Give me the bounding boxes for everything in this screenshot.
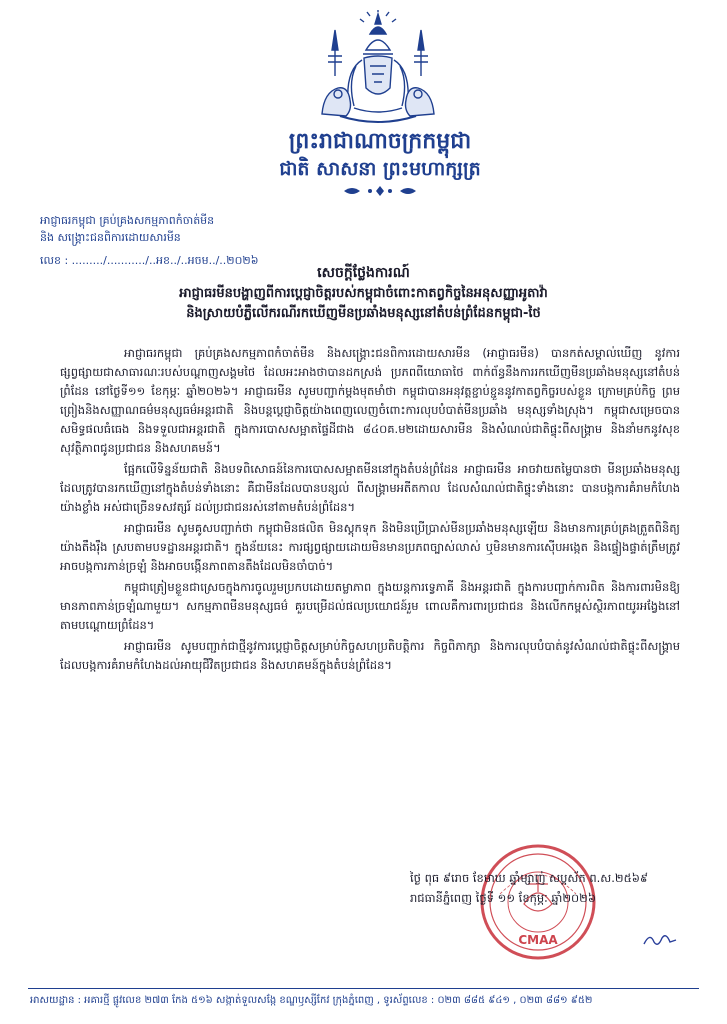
- paragraph-5: អាជ្ញាធរមីន សូមបញ្ជាក់ជាថ្មីនូវការប្តេជ្ញាចិត្តសម្រាប់កិច្ចសហប្រតិបត្តិការ កិច្ចពិភាក្សា និងការលុបបំបាត់នូវសំណល់ជាតិផ្ទុះពីសង្គ្រាម ដែលបង្កការគំរាមកំហែងដល់អាយុជីវិតប្រជាជន និងសហគមន៍ក្នុងតំបន់ព្រំដែន។: [60, 639, 680, 672]
- signature-icon: [640, 930, 680, 950]
- title-line-2: អាជ្ញាធរមីនបង្ហាញពីការប្តេជ្ញាចិត្តរបស់កម្ពុជាចំពោះកាតព្វកិច្ចនៃអនុសញ្ញាអូតាវ៉ា: [179, 286, 548, 301]
- kingdom-motto: ជាតិ សាសនា ព្រះមហាក្សត្រ: [279, 158, 481, 180]
- paragraph-3: អាជ្ញាធរមីន សូមគូសបញ្ជាក់ថា កម្ពុជាមិនផលិត មិនស្តុកទុក និងមិនប្រើប្រាស់មីនប្រឆាំងមនុស្សឡើយ និងមានការគ្រប់គ្រងត្រួតពិនិត្យយ៉ាងតឹងរ៉ឹង ស្របតាមបទដ្ឋានអន្តរជាតិ។ ក្នុងន័យនេះ ការផ្សព្វផ្សាយដោយមិនមានប្រភពច្បាស់លាស់ ឬមិនមានការស៊ើបអង្កេត និងផ្ទៀងផ្ទាត់ត្រឹមត្រូវ អាចបង្កការភាន់ច្រឡំ និងអាចបង្កើនភាពតានតឹងដែលមិនចាំបាច់។: [60, 521, 680, 573]
- ornament-divider-icon: [340, 184, 420, 198]
- statement-title: [60, 262, 667, 324]
- lunar-date: ថ្ងៃ ពុធ ៩រោច ខែមាឃ ឆ្នាំម្សាញ់ សប្តស័ក ព.ស.២៥៦៩: [410, 871, 649, 885]
- paragraph-1: អាជ្ញាធរកម្ពុជា គ្រប់គ្រងសកម្មភាពកំចាត់មីន និងសង្គ្រោះជនពិការដោយសារមីន (អាជ្ញាធរមីន) បានកត់សម្គាល់ឃើញ នូវការផ្សព្វផ្សាយជាសាធារណៈរបស់បណ្តាញសង្គមថៃ ដែលអះអាងថាបានដកស្រង់ ប្រភពពីយោធាថៃ ពាក់ព័ន្ធនឹងការរកឃើញមីនប្រឆាំងមនុស្សនៅតំបន់ព្រំដែន នៅថ្ងៃទី១១ ខែកុម្ភៈ ឆ្នាំ២០២៦។ អាជ្ញាធរមីន សូមបញ្ជាក់ម្តងមុតមាំថា កម្ពុជាបានអនុវត្តខ្ជាប់ខ្ជួននូវកាតព្វកិច្ចរបស់ខ្លួន ក្រោមគ្រប់កិច្ច ព្រមព្រៀងនិងសញ្ញាណធម៌មនុស្សធម៌អន្តរជាតិ និងបន្តប្តេជ្ញាចិត្តយ៉ាងពេញលេញចំពោះការលុបបំបាត់មីនប្រឆាំង មនុស្សទាំងស្រុង។ កម្ពុជាសម្រេចបានសមិទ្ធផលធំធេង និងទទួលជាអន្តរជាតិ ក្នុងការបោសសម្អាតផ្ទៃដីជាង ៨៤០គ.ម២ដោយសារមីន និងសំណល់ជាតិផ្ទុះពីសង្គ្រាម និងនាំមកនូវសុខសុវត្ថិភាពជូនប្រជាជន និងសហគមន៍។: [60, 346, 680, 455]
- issuer-line-1: អាជ្ញាធរកម្ពុជា គ្រប់គ្រងសកម្មភាពកំចាត់មីន: [40, 214, 215, 227]
- statement-body: [60, 344, 680, 677]
- royal-emblem-icon: [318, 10, 438, 128]
- footer-address: អាសយដ្ឋាន : អគារថ្មី ផ្លូវលេខ ២៧៣ កែង ៥១៦ សង្កាត់ទួលសង្កែ ខណ្ឌឫស្សីកែវ ក្រុងភ្នំពេញ , ទូរស័ព្ទលេខ : ០២៣ ៨៨៥ ៩៤១ , ០២៣ ៨៨១ ៩៥២: [30, 995, 593, 1006]
- footer-divider: [28, 988, 699, 989]
- issuer-line-2: និង សង្គ្រោះជនពិការដោយសារមីន: [40, 231, 181, 244]
- date-block: [410, 868, 700, 908]
- kingdom-heading: [250, 128, 510, 182]
- solar-date: រាជធានីភ្នំពេញ ថ្ងៃទី ១១ ខែកុម្ភៈ ឆ្នាំ២០២៦: [410, 891, 597, 905]
- reference-number: លេខ : ........./.........../..អខ../..អចម../..២០២៦: [40, 254, 259, 267]
- kingdom-name: ព្រះរាជាណាចក្រកម្ពុជា: [288, 129, 472, 154]
- title-line-3: និងស្រាយបំភ្លឺលើករណីរកឃើញមីនប្រឆាំងមនុស្សនៅតំបន់ព្រំដែនកម្ពុជា-ថៃ: [186, 306, 541, 321]
- title-line-1: សេចក្តីថ្លែងការណ៍: [317, 265, 410, 281]
- issuer-block: [40, 212, 300, 269]
- seal-text: CMAA: [518, 933, 558, 947]
- paragraph-2: ផ្អែកលើទិន្នន័យជាតិ និងបទពិសោធន៍នៃការបោសសម្អាតមីននៅក្នុងតំបន់ព្រំដែន អាជ្ញាធរមីន អាចវាយតម្លៃបានថា មីនប្រឆាំងមនុស្សដែលត្រូវបានរកឃើញនៅក្នុងតំបន់ទាំងនោះ គឺជាមីនដែលបានបន្សល់ ពីសង្គ្រាមអតីតកាល ដែលសំណល់ជាតិផ្ទុះទាំងនោះ បានបង្កការគំរាមកំហែងយ៉ាងខ្លាំង អស់ជាច្រើនទសវត្សរ៍ ដល់ប្រជាជនរស់នៅតាមតំបន់ព្រំដែន។: [60, 462, 680, 514]
- paragraph-4: កម្ពុជាត្រៀមខ្លួនជាស្រេចក្នុងការចូលរួមប្រកបដោយតម្លាភាព ក្នុងយន្តការទ្វេភាគី និងអន្តរជាតិ ក្នុងការបញ្ជាក់ការពិត និងការពារមិនឱ្យមានភាពភាន់ច្រឡំណាមួយ។ សកម្មភាពមីនមនុស្សធម៌ គួរបម្រើដល់ផលប្រយោជន៍រួម ពោលគឺការពារប្រជាជន និងលើកកម្ពស់ស្ថិរភាពយូរអង្វែងនៅតាមបណ្តោយព្រំដែន។: [60, 580, 680, 632]
